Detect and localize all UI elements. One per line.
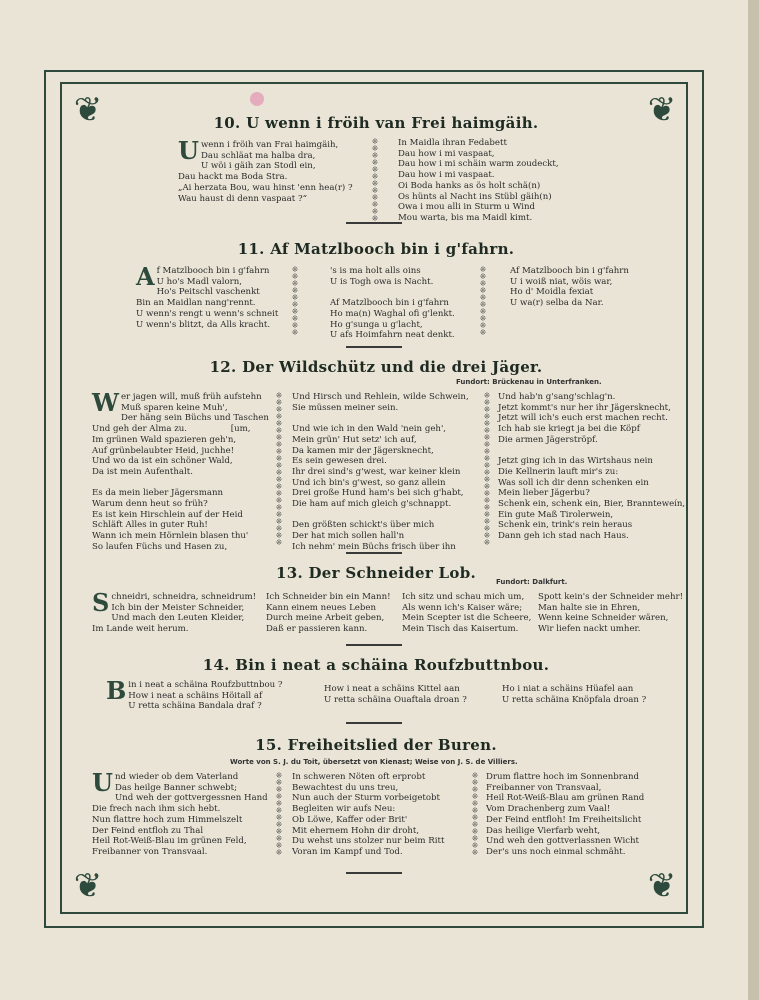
drop-initial: U: [92, 768, 113, 797]
column-divider: ⁜ ⁜ ⁜ ⁜ ⁜ ⁜ ⁜ ⁜ ⁜ ⁜ ⁜ ⁜: [371, 138, 379, 223]
verse-lines: in i neat a schäina Roufzbuttnbou ? How i neat a schäins Höitall af U retta schäina Bandala draf ?: [128, 680, 283, 712]
column-divider: ⁜ ⁜ ⁜ ⁜ ⁜ ⁜ ⁜ ⁜ ⁜ ⁜ ⁜ ⁜: [471, 772, 479, 857]
verse-column: Spott kein's der Schneider mehr! Man halte sie in Ehren, Wenn keine Schneider wären, Wir liefen nackt umher.: [538, 592, 684, 635]
verse-column: How i neat a schäins Kittel aan U retta schäina Ouaftala droan ?: [324, 684, 467, 705]
section-rule: [346, 722, 402, 724]
fundort-note: Fundort: Dalkfurt.: [496, 578, 568, 586]
verse-column: Ich sitz und schau mich um, Als wenn ich's Kaiser wäre; Mein Scepter ist die Scheere, Mein Tisch das Kaisertum.: [402, 592, 532, 635]
song-10: [80, 114, 672, 223]
page-edge: [748, 0, 759, 1000]
song-15: [80, 736, 672, 857]
song-title: 15. Freiheitslied der Buren.: [255, 736, 497, 754]
section-rule: [346, 644, 402, 646]
verse-column: Drum flattre hoch im Sonnenbrand Freibanner von Transvaal, Heil Rot-Weiß-Blau am grünen Rand Vom Drachenberg zum Vaal! Der Feind entfloh! Im Freiheitslicht Das heilige Vierfarb weht, Und weh den gottverlassnen Wicht Der's uns noch einmal schmäht.: [486, 772, 645, 857]
verse-column: 's is ma holt alls oins U is Togh owa is Nacht. Af Matzlbooch bin i g'fahrn Ho ma(n) Waghal ofi g'lenkt. Ho g'sunga u g'lacht, U afs Hoimfahrn neat denkt.: [330, 266, 455, 341]
verse-column: Ich Schneider bin ein Mann! Kann einem neues Leben Durch meine Arbeit geben, Daß er passieren kann.: [266, 592, 391, 635]
verse-column: [178, 136, 353, 204]
song-14: [80, 656, 672, 712]
section-rule: [346, 552, 402, 554]
verse-lines: chneidri, schneidra, schneidrum! Ich bin der Meister Schneider, Und mach den Leuten Kleider, Im Lande weit herum.: [92, 592, 257, 635]
verse-column: Und Hirsch und Rehlein, wilde Schwein, Sie müssen meiner sein. Und wie ich in den Wald 'nein geh', Mein grün' Hut setz' ich auf, Da kamen mir der Jägersknecht, Es sein gewesen drei. Ihr drei sind's g'west, war keiner klein Und ich bin's g'west, so ganz allein Drei große Hund ham's bei sich g'habt, Die ham auf mich gleich g'schnappt. Den größten schickt's über mich Der hat mich sollen hall'n Ich nehm' mein Büchs frisch über ihn: [292, 392, 469, 552]
verse-column: Af Matzlbooch bin i g'fahrn U i woiß niat, wöis war, Ho d' Moidla fexiat U wa(r) selba da Nar.: [510, 266, 629, 309]
column-divider: ⁜ ⁜ ⁜ ⁜ ⁜ ⁜ ⁜ ⁜ ⁜ ⁜ ⁜ ⁜: [275, 772, 283, 857]
verse-column: [92, 388, 269, 553]
floral-corner-icon: ❦: [73, 866, 103, 906]
song-11: [80, 240, 672, 341]
section-rule: [346, 222, 402, 224]
song-title: 11. Af Matzlbooch bin i g'fahrn.: [237, 240, 515, 258]
song-13: [80, 564, 684, 635]
verse-lines: f Matzlbooch bin i g'fahrn U ho's Madl valorn, Ho's Peitschl vaschenkt Bin an Maidlan nang'rennt. U wenn's rengt u wenn's schneit U wenn's blitzt, da Alls kracht.: [136, 266, 279, 330]
column-divider: ⁜ ⁜ ⁜ ⁜ ⁜ ⁜ ⁜ ⁜ ⁜ ⁜: [291, 266, 299, 337]
song-title: 14. Bin i neat a schäina Roufzbuttnbou.: [202, 656, 550, 674]
verse-lines: er jagen will, muß früh aufstehn Muß sparen keine Muh', Der häng sein Büchs und Taschen Und geh der Alma zu. [um, Im grünen Wald spazieren geh'n, Auf grünbelaubter Heid, juchhe! Und wo da ist ein schöner Wald, Da ist mein Aufenthalt. Es da mein lieber Jägersmann Warum denn heut so früh? Es ist kein Hirschlein auf der Heid Schläft Alles in guter Ruh! Wann ich mein Hörnlein blasen thu' So laufen Füchs und Hasen zu,: [92, 392, 269, 552]
song-12: [80, 358, 686, 552]
floral-corner-icon: ❦: [647, 90, 677, 130]
verse-column: In schweren Nöten oft erprobt Bewachtest du uns treu, Nun auch der Sturm vorbeigetobt Begleiten wir aufs Neu: Ob Löwe, Kaffer oder Brit' Mit ehernem Hohn dir droht, Du wehst uns stolzer nur beim Ritt Voran im Kampf und Tod.: [292, 772, 445, 857]
verse-column: [136, 262, 279, 330]
drop-initial: S: [92, 588, 110, 617]
ink-smudge: [250, 92, 264, 106]
verse-lines: wenn i fröih van Frai haimgäih, Dau schläat ma halba dra, U wöi i gäih zan Stodl ein, Dau hackt ma Boda Stra. „Ai herzata Bou, wau hinst 'enn hea(r) ? Wau haust di denn vaspaat ?“: [178, 140, 353, 204]
song-credits: Worte von S. J. du Toit, übersetzt von Kienast; Weise von J. S. de Villiers.: [230, 758, 518, 766]
verse-column: Ho i niat a schäins Hüafel aan U retta schäina Knöpfala droan ?: [502, 684, 647, 705]
floral-corner-icon: ❦: [73, 90, 103, 130]
drop-initial: A: [136, 262, 155, 291]
drop-initial: W: [92, 388, 119, 417]
fundort-note: Fundort: Brückenau in Unterfranken.: [456, 378, 602, 386]
verse-column: [92, 588, 257, 635]
verse-column: In Maidla ihran Fedabett Dau how i mi vaspaat, Dau how i mi schäin warm zoudeckt, Dau how i mi vaspaat. Oi Boda hanks as ös holt schä(n) Os hünts al Nacht ins Stübl gäih(n) Owa i mou alli in Sturm u Wind Mou warta, bis ma Maidl kimt.: [398, 138, 559, 223]
floral-corner-icon: ❦: [647, 866, 677, 906]
verse-column: [106, 676, 283, 712]
song-title: 10. U wenn i fröih van Frei haimgäih.: [213, 114, 539, 132]
column-divider: ⁜ ⁜ ⁜ ⁜ ⁜ ⁜ ⁜ ⁜ ⁜ ⁜ ⁜ ⁜ ⁜ ⁜ ⁜ ⁜ ⁜ ⁜ ⁜ ⁜ ⁜ ⁜: [483, 392, 491, 547]
column-divider: ⁜ ⁜ ⁜ ⁜ ⁜ ⁜ ⁜ ⁜ ⁜ ⁜ ⁜ ⁜ ⁜ ⁜ ⁜ ⁜ ⁜ ⁜ ⁜ ⁜ ⁜ ⁜: [275, 392, 283, 547]
drop-initial: B: [106, 676, 127, 705]
verse-column: Und hab'n g'sang'schlag'n. Jetzt kommt's nur her ihr Jägersknecht, Jetzt will ich's euch erst machen recht. Ich hab sie kriegt ja bei die Köpf Die armen Jägerströpf. Jetzt ging ich in das Wirtshaus nein Die Kellnerin lauft mir's zu: Was soll ich dir denn schenken ein Mein lieber Jägerbu? Schenk ein, schenk ein, Bier, Brannteweín, Ein gute Maß Tirolerwein, Schenk ein, trink's rein heraus Dann geh ich stad nach Haus.: [498, 392, 686, 542]
verse-lines: nd wieder ob dem Vaterland Das heilge Banner schwebt; Und weh der gottvergessnen Hand Die frech nach ihm sich hebt. Nun flattre hoch zum Himmelszelt Der Feind entfloh zu Thal Heil Rot-Weiß-Blau im grünen Feld, Freibanner von Transvaal.: [92, 772, 268, 857]
verse-column: [92, 768, 268, 858]
section-rule: [346, 872, 402, 874]
drop-initial: U: [178, 136, 199, 165]
song-title: 12. Der Wildschütz und die drei Jäger.: [209, 358, 543, 376]
column-divider: ⁜ ⁜ ⁜ ⁜ ⁜ ⁜ ⁜ ⁜ ⁜ ⁜: [479, 266, 487, 337]
section-rule: [346, 346, 402, 348]
song-title: 13. Der Schneider Lob.: [275, 564, 477, 582]
